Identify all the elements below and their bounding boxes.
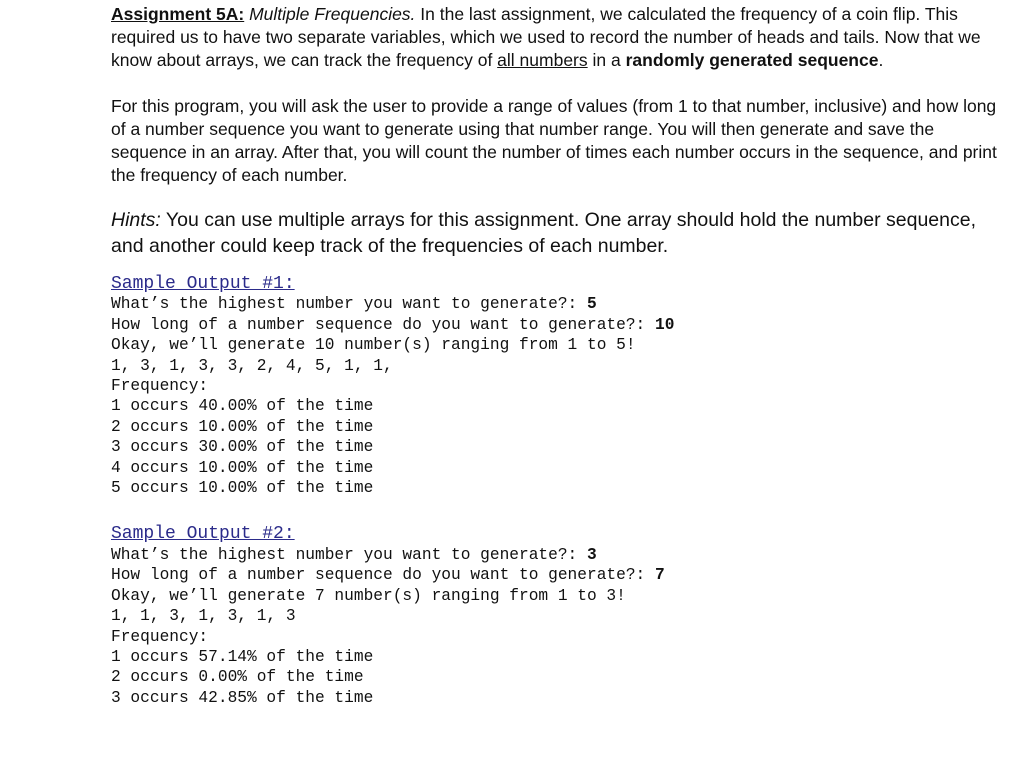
frequency-line: 1 occurs 57.14% of the time <box>111 647 374 666</box>
hints-text: You can use multiple arrays for this assignment. One array should hold the number sequence, and another could keep track of the frequencies of each number. <box>111 209 976 257</box>
sequence-line: 1, 3, 1, 3, 3, 2, 4, 5, 1, 1, <box>111 356 393 375</box>
confirm-line: Okay, we’ll generate 10 number(s) ranging from 1 to 5! <box>111 336 636 355</box>
input-length: 10 <box>655 315 675 334</box>
input-max: 3 <box>587 545 597 564</box>
section-gap <box>111 498 1001 524</box>
frequency-line: 3 occurs 42.85% of the time <box>111 688 374 707</box>
sample-output-1 <box>111 274 1001 498</box>
prompt-length: How long of a number sequence do you want to generate?: <box>111 566 655 585</box>
intro-text-1: In the last assignment, we calculated the frequency of a coin flip. This required us to have two separate variables, which we used to record the number of heads and tails. Now that we know about arrays, we can track the frequency of <box>111 4 981 70</box>
instructions-paragraph: For this program, you will ask the user to provide a range of values (from 1 to that number, inclusive) and how long of a number sequence you want to generate using that number range. You will then generate and save the sequence in an array. After that, you will count the number of times each number occurs in the sequence, and print the frequency of each number. <box>111 96 997 185</box>
sample-heading: Sample Output #1: <box>111 274 295 294</box>
sample-heading: Sample Output #2: <box>111 524 295 545</box>
frequency-line: 2 occurs 0.00% of the time <box>111 668 364 687</box>
frequency-line: 3 occurs 30.00% of the time <box>111 438 374 457</box>
prompt-length: How long of a number sequence do you want to generate?: <box>111 315 655 334</box>
input-max: 5 <box>587 295 597 314</box>
prompt-max: What’s the highest number you want to generate?: <box>111 295 587 314</box>
intro-paragraph <box>111 3 1001 72</box>
intro-bold: randomly generated sequence <box>625 50 879 70</box>
frequency-line: 1 occurs 40.00% of the time <box>111 397 374 416</box>
frequency-line: 4 occurs 10.00% of the time <box>111 458 374 477</box>
hints-label: Hints: <box>111 209 161 231</box>
input-length: 7 <box>655 566 665 585</box>
assignment-subtitle: Multiple Frequencies. <box>249 4 416 24</box>
frequency-line: 2 occurs 10.00% of the time <box>111 417 374 436</box>
sequence-line: 1, 1, 3, 1, 3, 1, 3 <box>111 607 296 626</box>
intro-underlined: all numbers <box>497 50 588 70</box>
frequency-label: Frequency: <box>111 377 209 396</box>
assignment-title: Assignment 5A: <box>111 4 245 24</box>
prompt-max: What’s the highest number you want to generate?: <box>111 545 587 564</box>
intro-text-3: . <box>878 50 884 70</box>
hints-paragraph <box>111 207 1001 259</box>
assignment-document <box>111 3 1001 708</box>
intro-text-2: in a <box>587 50 626 70</box>
confirm-line: Okay, we’ll generate 7 number(s) ranging from 1 to 3! <box>111 586 626 605</box>
sample-output-2 <box>111 524 1001 708</box>
frequency-line: 5 occurs 10.00% of the time <box>111 479 374 498</box>
frequency-label: Frequency: <box>111 627 209 646</box>
